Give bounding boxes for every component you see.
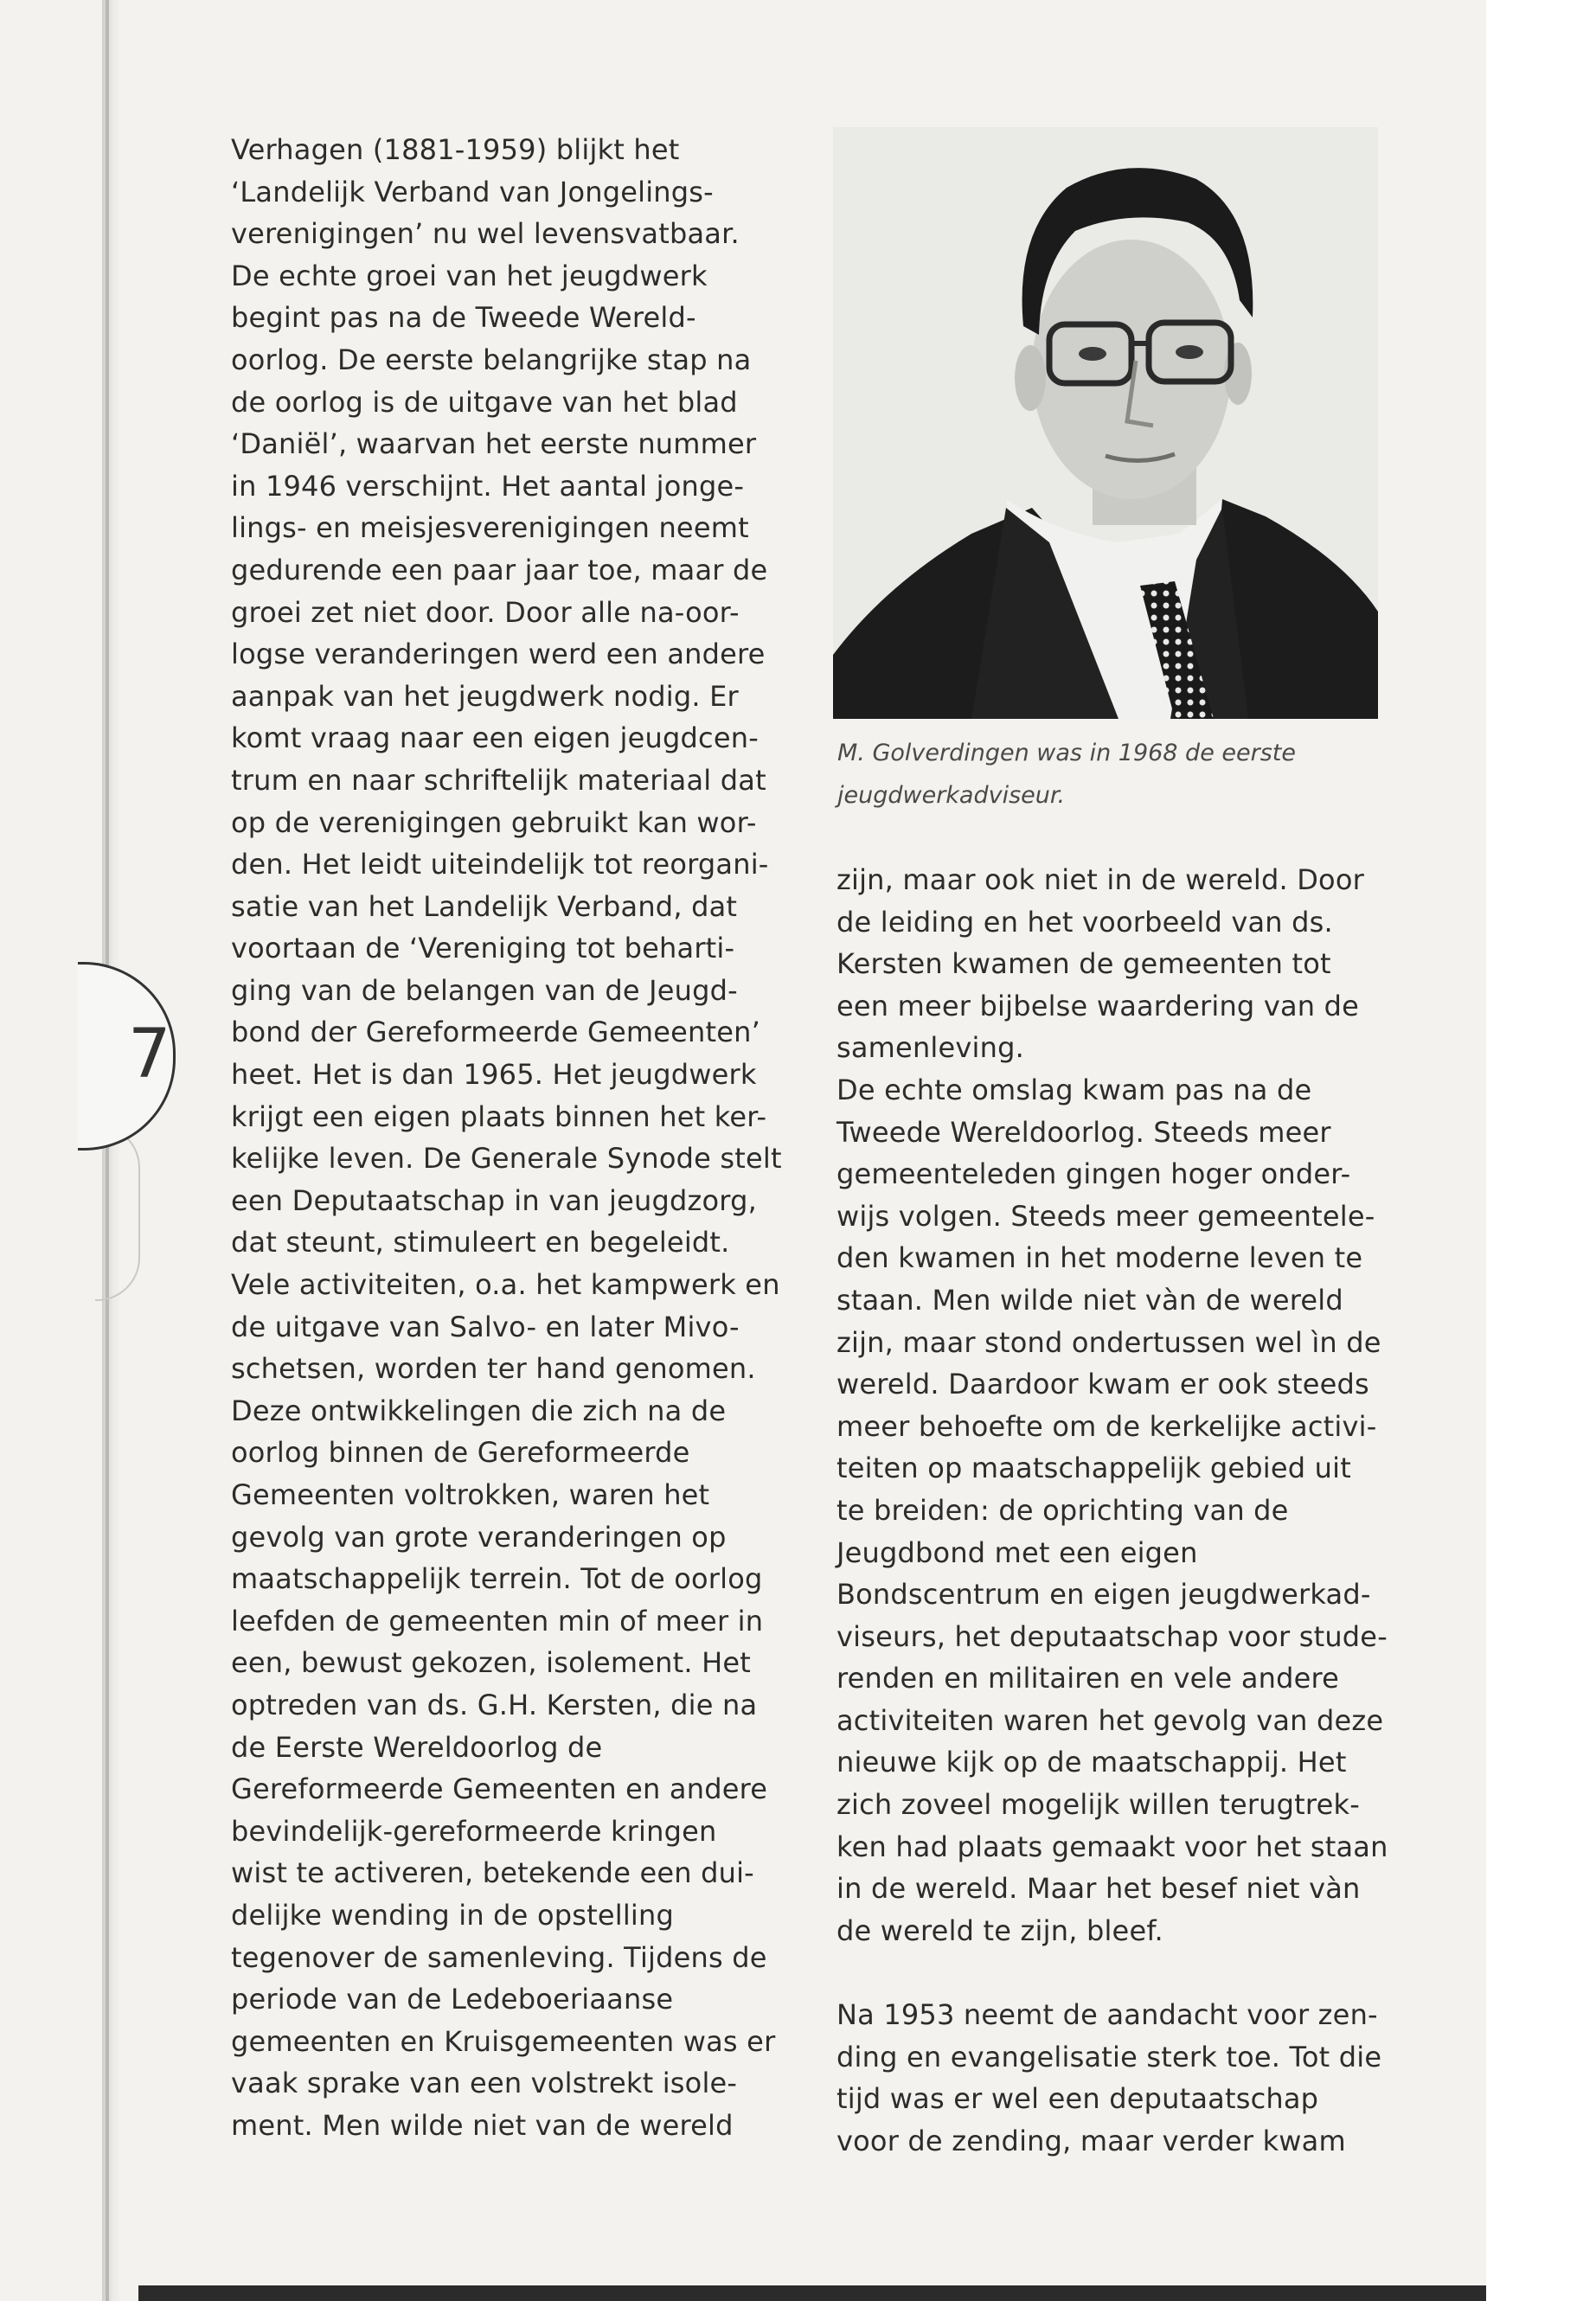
body-text-line: een meer bijbelse waardering van de [836,989,1360,1022]
body-text-line: een Deputaatschap in van jeugdzorg, [231,1183,757,1217]
body-text-line: gemeenten en Kruisgemeenten was er [231,2024,776,2058]
body-text-line: de wereld te zijn, bleef. [836,1913,1163,1947]
bottom-dark-bar [138,2285,1486,2301]
body-text-line: de Eerste Wereldoorlog de [231,1730,603,1764]
portrait-illustration [833,127,1378,719]
body-text-line: Bondscentrum en eigen jeugdwerkad- [836,1578,1371,1612]
body-text-line: krijgt een eigen plaats binnen het ker- [231,1099,767,1133]
body-text-line: in 1946 verschijnt. Het aantal jonge- [231,469,745,503]
body-text-line: De echte omslag kwam pas na de [836,1073,1312,1106]
body-text-line: zijn, maar ook niet in de wereld. Door [836,863,1364,896]
body-text-line: nieuwe kijk op de maatschappij. Het [836,1746,1347,1779]
body-text-line: ment. Men wilde niet van de wereld [231,2108,734,2142]
body-text-line: wijs volgen. Steeds meer gemeentele- [836,1199,1375,1233]
body-text-line: gemeenteleden gingen hoger onder- [836,1157,1351,1191]
body-text-line: begint pas na de Tweede Wereld- [231,301,696,335]
body-text-line: periode van de Ledeboeriaanse [231,1983,674,2016]
body-text-line: ‘Daniël’, waarvan het eerste nummer [231,427,757,461]
caption-line: jeugdwerkadviseur. [837,781,1066,809]
body-text-line: viseurs, het deputaatschap voor stude- [836,1619,1388,1653]
body-text-line: zich zoveel mogelijk willen terugtrek- [836,1788,1360,1822]
body-text-line: Gereformeerde Gemeenten en andere [231,1772,768,1806]
body-text-line: staan. Men wilde niet vàn de wereld [836,1283,1343,1317]
body-text-line: aanpak van het jeugdwerk nodig. Er [231,679,739,713]
body-text-line: Gemeenten voltrokken, waren het [231,1478,710,1511]
body-text-line: schetsen, worden ter hand genomen. [231,1352,756,1386]
body-text-line: komt vraag naar een eigen jeugdcen- [231,721,759,755]
body-text-line: Tweede Wereldoorlog. Steeds meer [836,1115,1331,1149]
body-text-line: de uitgave van Salvo- en later Mivo- [231,1310,740,1343]
body-text-line: ‘Landelijk Verband van Jongelings- [231,175,714,208]
body-text-line: trum en naar schriftelijk materiaal dat [231,763,766,797]
body-text-line: Jeugdbond met een eigen [836,1535,1198,1569]
body-text-line: oorlog binnen de Gereformeerde [231,1436,690,1470]
body-text-line: logse veranderingen werd een andere [231,638,766,671]
body-text-line: Na 1953 neemt de aandacht voor zen- [836,1998,1378,2032]
body-text-line: vaak sprake van een volstrekt isole- [231,2067,738,2100]
body-text-line: leefden de gemeenten min of meer in [231,1604,764,1638]
body-text-line: bond der Gereformeerde Gemeenten’ [231,1016,760,1049]
body-text-line: op de verenigingen gebruikt kan wor- [231,805,757,839]
caption-line: M. Golverdingen was in 1968 de eerste [837,740,1296,766]
body-text-line: delijke wending in de opstelling [231,1898,675,1932]
body-text-line: ken had plaats gemaakt voor het staan [836,1830,1388,1863]
body-text-line: optreden van ds. G.H. Kersten, die na [231,1688,758,1721]
body-text-line: lings- en meisjesverenigingen neemt [231,511,749,545]
margin-tab-number: 7 [128,1016,171,1093]
body-text-line: renden en militairen en vele andere [836,1662,1340,1695]
body-text-line: samenleving. [836,1031,1024,1065]
body-text-line: verenigingen’ nu wel levensvatbaar. [231,217,740,251]
body-text-line: kelijke leven. De Generale Synode stelt [231,1142,782,1176]
body-text-line: wereld. Daardoor kwam er ook steeds [836,1368,1369,1401]
body-text-line: Vele activiteiten, o.a. het kampwerk en [231,1268,780,1302]
body-text-line: groei zet niet door. Door alle na-oor- [231,595,740,629]
body-text-line: Deze ontwikkelingen die zich na de [231,1394,727,1427]
left-text-column [231,129,793,2147]
body-text-line: teiten op maatschappelijk gebied uit [836,1452,1351,1485]
margin-tab-marker-faint [95,1125,140,1301]
photo-caption [837,734,1391,817]
body-text-line: zijn, maar stond ondertussen wel ìn de [836,1325,1381,1359]
body-text-line: in de wereld. Maar het besef niet vàn [836,1872,1361,1906]
body-text-line: den. Het leidt uiteindelijk tot reorgani- [231,848,769,881]
body-text-line: te breiden: de oprichting van de [836,1493,1289,1527]
body-text-line: ging van de belangen van de Jeugd- [231,973,738,1007]
body-text-line: een, bewust gekozen, isolement. Het [231,1646,751,1680]
body-text-line: tegenover de samenleving. Tijdens de [231,1940,767,1974]
body-text-line: bevindelijk-gereformeerde kringen [231,1814,717,1848]
body-text-line: satie van het Landelijk Verband, dat [231,889,738,923]
body-text-line: maatschappelijk terrein. Tot de oorlog [231,1562,763,1596]
body-text-line: voortaan de ‘Vereniging tot beharti- [231,932,735,965]
body-text-line: den kwamen in het moderne leven te [836,1241,1363,1275]
body-text-line: Verhagen (1881-1959) blijkt het [231,133,680,166]
right-page-margin [1486,0,1596,2301]
body-text-line: de oorlog is de uitgave van het blad [231,385,738,419]
body-text-line: oorlog. De eerste belangrijke stap na [231,343,752,376]
body-text-line: voor de zending, maar verder kwam [836,2124,1346,2157]
body-text-line: heet. Het is dan 1965. Het jeugdwerk [231,1058,757,1092]
body-text-line: activiteiten waren het gevolg van deze [836,1703,1384,1737]
body-text-line: dat steunt, stimuleert en begeleidt. [231,1226,730,1259]
body-text-line: meer behoefte om de kerkelijke activi- [836,1409,1377,1443]
body-text-line: ding en evangelisatie sterk toe. Tot die [836,2040,1382,2073]
body-text-line: tijd was er wel een deputaatschap [836,2082,1319,2116]
portrait-photo [833,127,1378,719]
body-text-line: wist te activeren, betekende een dui- [231,1856,754,1890]
paragraph-gap [836,1952,1390,1994]
right-text-column [836,859,1390,2162]
body-text-line: gedurende een paar jaar toe, maar de [231,553,768,586]
body-text-line: De echte groei van het jeugdwerk [231,259,708,292]
body-text-line: Kersten kwamen de gemeenten tot [836,947,1331,981]
body-text-line: gevolg van grote veranderingen op [231,1520,727,1554]
body-text-line: de leiding en het voorbeeld van ds. [836,905,1333,939]
